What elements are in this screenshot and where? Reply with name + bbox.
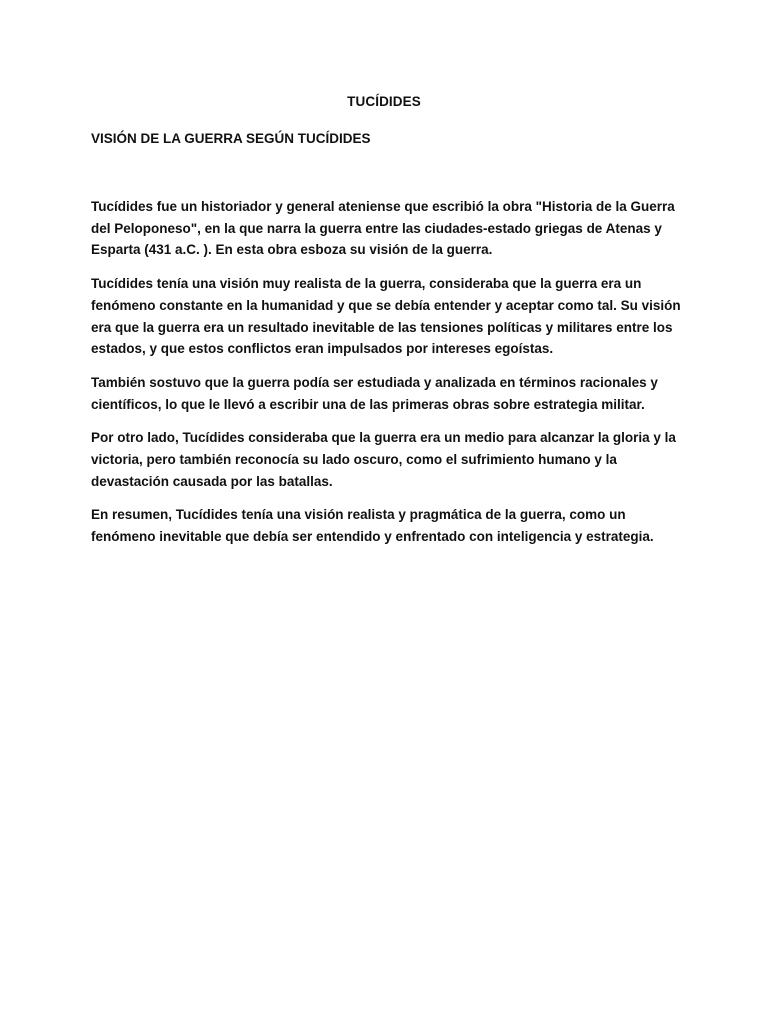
- document-body: [91, 196, 683, 560]
- paragraph-1: Tucídides fue un historiador y general ateniense que escribió la obra "Historia de la Guerra del Peloponeso", en la que narra la guerra entre las ciudades-estado griegas de Atenas y Esparta (431 a.C. ). En esta obra esboza su visión de la guerra.: [91, 199, 675, 258]
- paragraph-3: También sostuvo que la guerra podía ser estudiada y analizada en términos racionales y científicos, lo que le llevó a escribir una de las primeras obras sobre estrategia militar.: [91, 374, 658, 412]
- paragraph-2: Tucídides tenía una visión muy realista de la guerra, consideraba que la guerra era un fenómeno constante en la humanidad y que se debía entender y aceptar como tal. Su visión era que la guerra era un resultado inevitable de las tensiones políticas y militares entre los estados, y que estos conflictos eran impulsados por intereses egoístas.: [91, 276, 681, 357]
- paragraph-4: Por otro lado, Tucídides consideraba que la guerra era un medio para alcanzar la gloria y la victoria, pero también reconocía su lado oscuro, como el sufrimiento humano y la devastación causada por las batallas.: [91, 430, 676, 489]
- document-title: TUCÍDIDES: [347, 94, 421, 109]
- paragraph-5: En resumen, Tucídides tenía una visión realista y pragmática de la guerra, como un fenómeno inevitable que debía ser entendido y enfrentado con inteligencia y estrategia.: [91, 507, 654, 545]
- document-subtitle: VISIÓN DE LA GUERRA SEGÚN TUCÍDIDES: [91, 131, 371, 146]
